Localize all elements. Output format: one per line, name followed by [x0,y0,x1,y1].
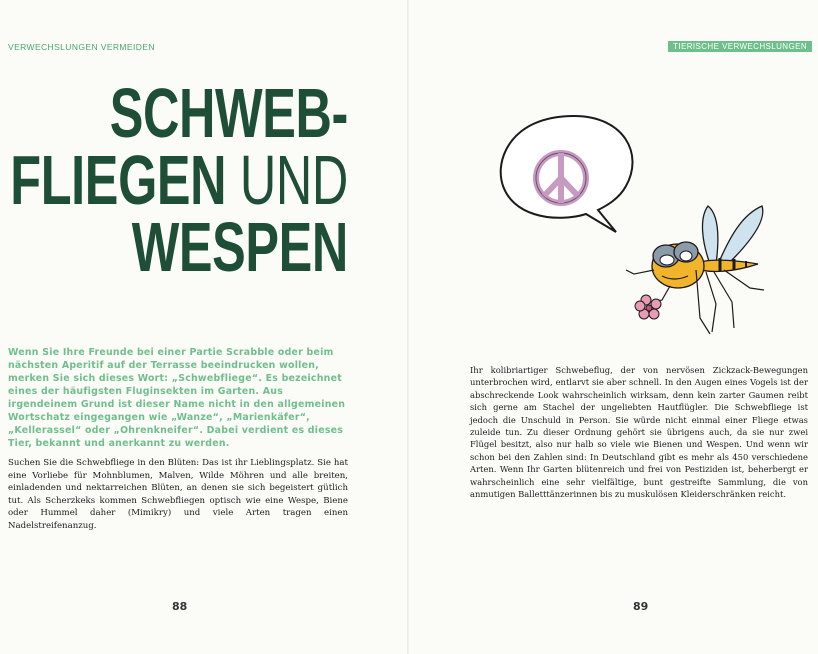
running-header-left: VERWECHSLUNGEN VERMEIDEN [8,42,155,52]
title-line-2-light: UND [226,141,348,219]
title-line-3: WESPEN [131,208,348,286]
speech-bubble [501,116,633,232]
running-header-right: TIERISCHE VERWECHSLUNGEN [668,41,812,52]
body-text-left: Suchen Sie die Schwebfliege in den Blüten: Das ist ihr Lieblingsplatz. Sie hat eine Vorliebe für Mohnblumen, Malven, Wilde Möhren und alle breiten, einladenden und nektarreichen Blüten, an denen sie sich begeistert gütlich tut. Als Scherzkeks kommen Schwebfliegen optisch wie eine Wespe, Biene oder Hummel daher (Mimikry) und viele Arten tragen einen Nadelstreifenanzug. [8,458,348,531]
title-line-2-bold: FLIEGEN [10,141,227,219]
hoverfly-illustration [494,114,774,344]
intro-paragraph: Wenn Sie Ihre Freunde bei einer Partie Scrabble oder beim nächsten Aperitif auf der Terrasse beeindrucken wollen, merken Sie sich dieses Wort: „Schwebfliege“. Es bezeichnet eines der häufigsten Fluginsekten im Garten. Aus irgendeinem Grund ist dieser Name nicht in den allgemeinen Wortschatz eingegangen wie „Wanze“, „Marienkäfer“, „Kellerassel“ oder „Ohrenkneifer“. Dabei verdient es dieses Tier, bekannt und anerkannt zu werden. [8,347,346,449]
title-line-2 [10,141,348,219]
chapter-title [10,74,348,286]
title-line-1: SCHWEB- [109,74,348,152]
flower-icon [635,295,661,319]
book-gutter [407,0,409,654]
page-number-left: 88 [172,600,188,613]
page-number-right: 89 [633,600,649,613]
body-text-right: Ihr kolibriartiger Schwebeflug, der von nervösen Zickzack-Bewegungen unterbrochen wird, entlarvt sie aber schnell. In den Augen eines Vogels ist der abschreckende Look wahrscheinlich wirksam, denn kein zarter Gaumen reibt sich gerne am Stachel der ungeliebten Hautflügler. Die Schwebfliege ist jedoch die Unschuld in Person. Sie würde nicht einmal einer Fliege etwas zuleide tun. Zu dieser Ordnung gehört sie übrigens auch, da sie nur zwei Flügel besitzt, also nur halb so viele wie Bienen und Wespen. Und wenn wir schon bei den Zahlen sind: In Deutschland gibt es mehr als 450 verschiedene Arten. Wenn Ihr Garten blütenreich und frei von Pestiziden ist, beherbergt er wahrscheinlich eine sehr vielfältige, bunt gestreifte Sammlung, die von anmutigen Balletttänzerinnen bis zu muskulösen Kleiderschränken reicht. [470,365,808,500]
